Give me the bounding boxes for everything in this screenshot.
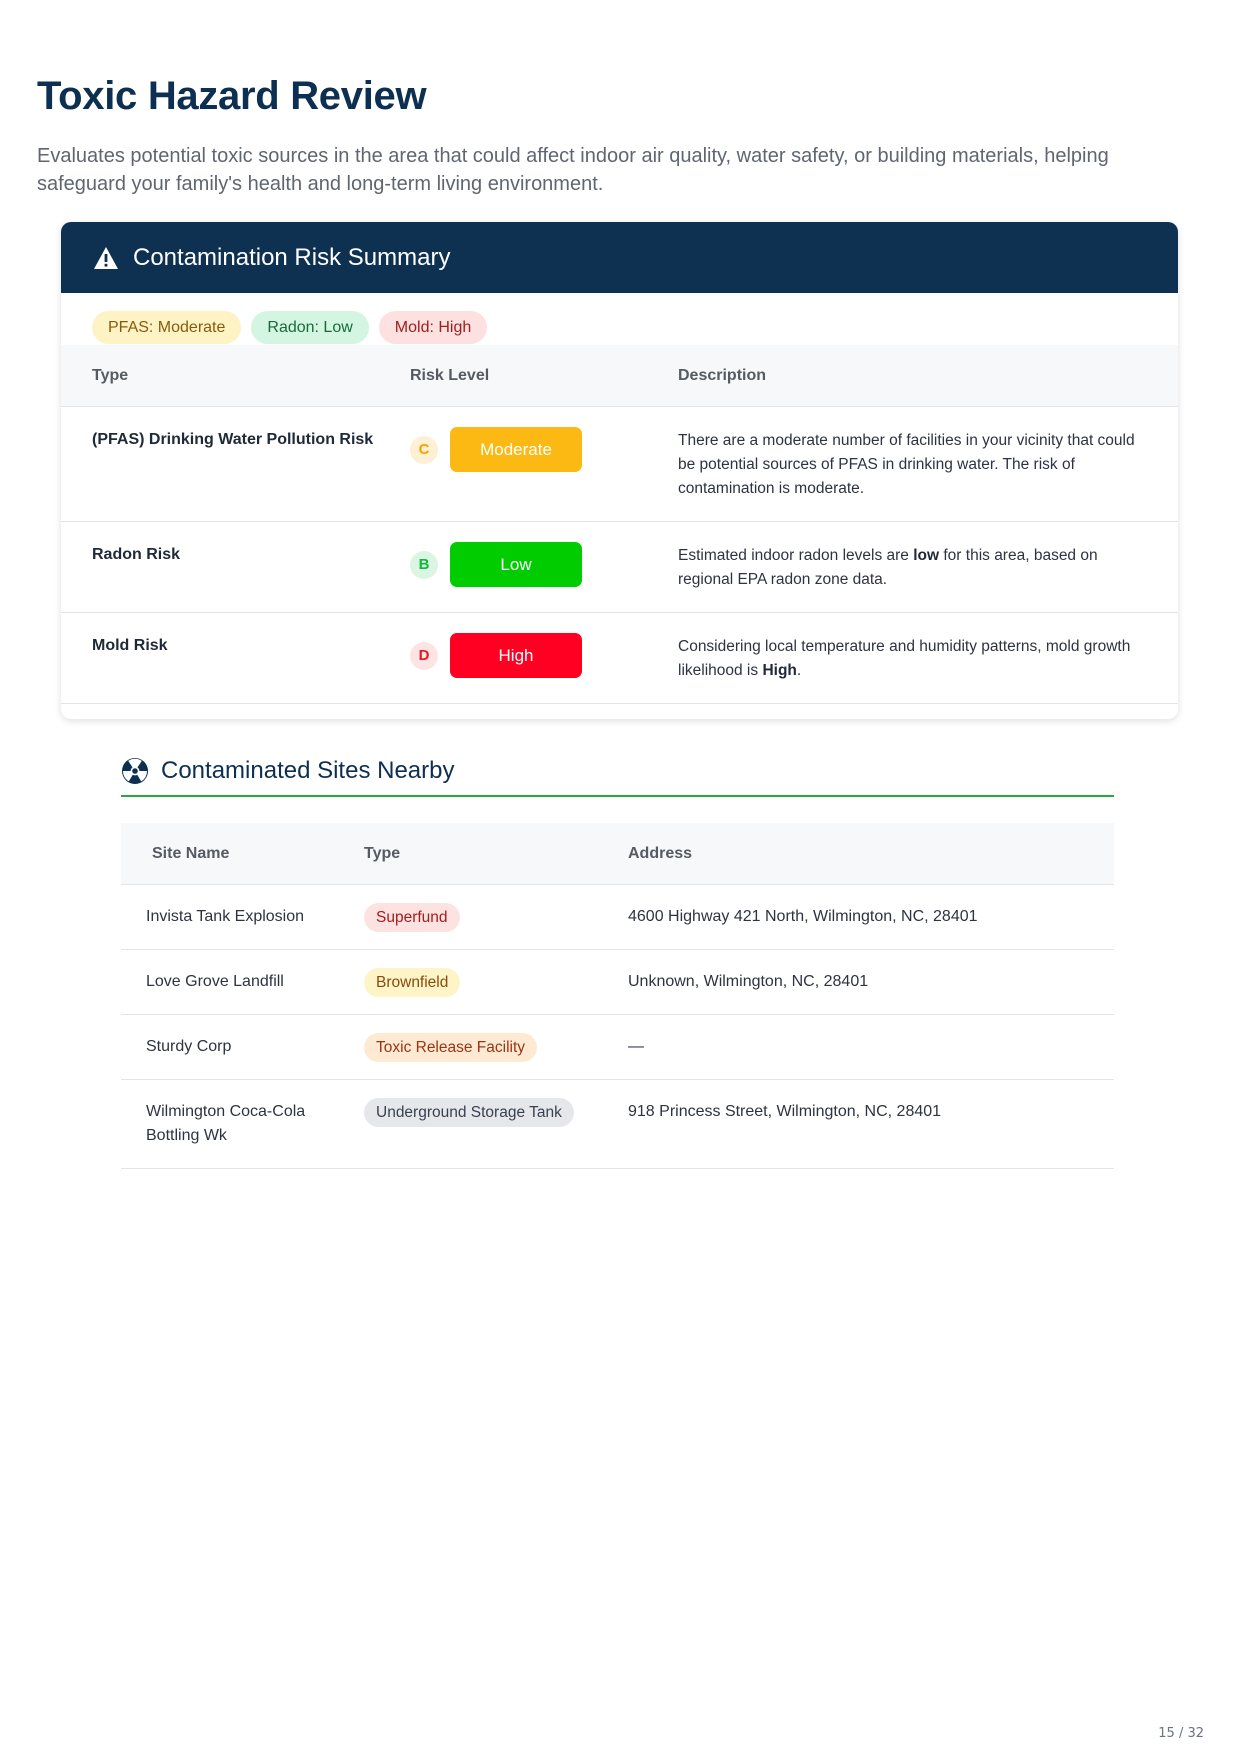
site-row: [121, 950, 1114, 1015]
site-address: 918 Princess Street, Wilmington, NC, 28401: [628, 1080, 1114, 1169]
page-title: Toxic Hazard Review: [37, 74, 427, 118]
site-name: Sturdy Corp: [121, 1015, 364, 1080]
risk-row: [61, 407, 1178, 522]
column-header-description: Description: [678, 345, 1178, 407]
site-row: [121, 1015, 1114, 1080]
risk-row: [61, 613, 1178, 704]
site-row: [121, 885, 1114, 950]
sites-section-header: [121, 757, 1114, 797]
column-header-risk-level: Risk Level: [410, 345, 678, 407]
risk-description: Considering local temperature and humidity patterns, mold growth likelihood is High.: [678, 638, 1131, 679]
risk-grade-badge: B: [410, 551, 438, 579]
page-number: 15 / 32: [1158, 1726, 1204, 1741]
risk-type: Mold Risk: [92, 637, 168, 654]
column-header-address: Address: [628, 823, 1114, 885]
sites-table: [121, 823, 1114, 1169]
risk-description: There are a moderate number of facilities in your vicinity that could be potential sources of PFAS in drinking water. The risk of contamination is moderate.: [678, 432, 1135, 497]
column-header-site-name: Site Name: [121, 823, 364, 885]
radiation-icon: [121, 757, 149, 785]
warning-icon: [93, 246, 119, 270]
mold-pill: Mold: High: [379, 311, 487, 344]
site-name: Love Grove Landfill: [121, 950, 364, 1015]
risk-type: Radon Risk: [92, 546, 181, 563]
risk-table: [61, 345, 1178, 704]
risk-summary-title: Contamination Risk Summary: [133, 243, 451, 271]
risk-table-header: [61, 345, 1178, 407]
site-type-badge: Superfund: [364, 903, 460, 932]
site-address: —: [628, 1015, 1114, 1080]
site-address: 4600 Highway 421 North, Wilmington, NC, 28401: [628, 885, 1114, 950]
risk-grade-badge: D: [410, 642, 438, 670]
column-header-type: Type: [61, 345, 410, 407]
risk-grade-badge: C: [410, 436, 438, 464]
page-intro: Evaluates potential toxic sources in the area that could affect indoor air quality, water safety, or building materials, helping safeguard your family's health and long-term living environment.: [37, 145, 1109, 195]
site-name: Invista Tank Explosion: [121, 885, 364, 950]
risk-row: [61, 522, 1178, 613]
sites-table-header: [121, 823, 1114, 885]
risk-level-badge: High: [450, 633, 582, 678]
risk-description: Estimated indoor radon levels are low for this area, based on regional EPA radon zone data.: [678, 547, 1098, 588]
site-row: [121, 1080, 1114, 1169]
radon-pill: Radon: Low: [251, 311, 368, 344]
sites-section-title: Contaminated Sites Nearby: [161, 757, 455, 784]
risk-level-badge: Moderate: [450, 427, 582, 472]
pfas-pill: PFAS: Moderate: [92, 311, 241, 344]
site-type-badge: Toxic Release Facility: [364, 1033, 537, 1062]
risk-type: (PFAS) Drinking Water Pollution Risk: [92, 431, 374, 448]
site-type-badge: Brownfield: [364, 968, 460, 997]
site-address: Unknown, Wilmington, NC, 28401: [628, 950, 1114, 1015]
risk-summary-card: [61, 222, 1178, 719]
site-type-badge: Underground Storage Tank: [364, 1098, 574, 1127]
risk-pills: [61, 293, 1178, 345]
risk-summary-header: [61, 222, 1178, 293]
site-name: Wilmington Coca-Cola Bottling Wk: [121, 1080, 364, 1169]
risk-level-badge: Low: [450, 542, 582, 587]
column-header-site-type: Type: [364, 823, 628, 885]
